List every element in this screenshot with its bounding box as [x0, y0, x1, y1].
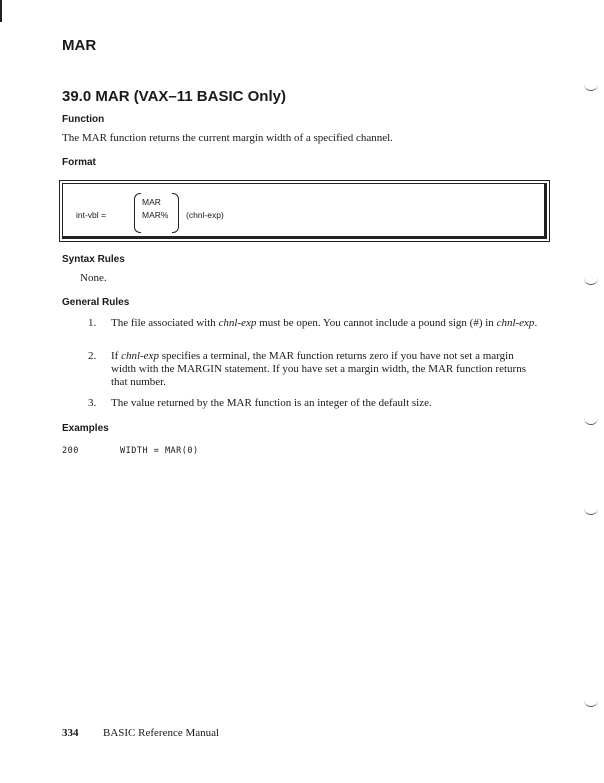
section-title: 39.0 MAR (VAX–11 BASIC Only) — [62, 88, 286, 105]
scan-edge-mark — [0, 0, 2, 22]
right-brace — [172, 193, 179, 233]
function-text: The MAR function returns the current margin width of a specified channel. — [62, 132, 393, 144]
format-option-mar: MAR — [142, 197, 161, 207]
example-code: WIDTH = MAR(0) — [120, 446, 199, 456]
syntax-rules-heading: Syntax Rules — [62, 254, 125, 265]
margin-tick-mark — [584, 508, 598, 515]
margin-tick-mark — [584, 700, 598, 707]
syntax-rules-text: None. — [80, 272, 107, 284]
example-line-number: 200 — [62, 446, 79, 456]
margin-tick-mark — [584, 418, 598, 425]
rule-text: The value returned by the MAR function is an integer of the default size. — [111, 397, 432, 409]
left-brace — [134, 193, 141, 233]
rule-number: 1. — [88, 317, 97, 329]
margin-tick-mark — [584, 278, 598, 285]
rule-text: The file associated with chnl-exp must be open. You cannot include a pound sign (#) in chnl-exp. — [111, 317, 538, 329]
function-heading: Function — [62, 114, 105, 125]
page-number: 334 — [62, 727, 79, 739]
format-lhs: int-vbl = — [76, 210, 106, 220]
rule-number: 2. — [88, 350, 97, 362]
format-argument: (chnl-exp) — [186, 210, 224, 220]
format-option-mar-percent: MAR% — [142, 210, 169, 220]
running-head: MAR — [62, 37, 97, 54]
manual-title: BASIC Reference Manual — [103, 727, 220, 739]
examples-heading: Examples — [62, 423, 109, 434]
rule-number: 3. — [88, 397, 97, 409]
general-rules-heading: General Rules — [62, 297, 130, 308]
format-heading: Format — [62, 157, 96, 168]
margin-tick-mark — [584, 84, 598, 91]
rule-text: If chnl-exp specifies a terminal, the MAR function returns zero if you have not set a margin width with the MARGIN statement. If you have set a margin width, the MAR function returns that number. — [111, 350, 526, 388]
